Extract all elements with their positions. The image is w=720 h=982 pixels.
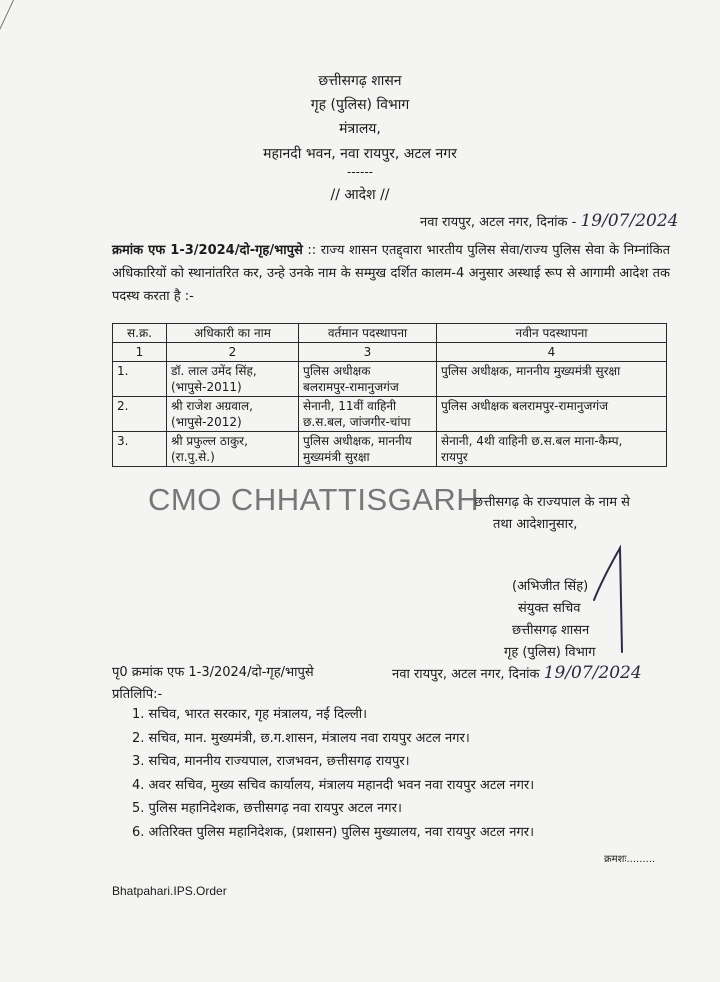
fold-mark [0,0,28,30]
table-row [113,432,667,467]
current-line: छ.स.बल, जांजगीर-चांपा [303,415,411,429]
officer-name: श्री राजेश अग्रवाल, [171,399,253,413]
endorsement-date-line [392,664,642,684]
signatory-designation: संयुक्त सचिव [518,601,581,616]
list-item: 4. अवर सचिव, मुख्य सचिव कार्यालय, मंत्रालय महानदी भवन नवा रायपुर अटल नगर। [132,777,535,793]
date-line [420,212,678,232]
row-new [437,397,667,432]
copy-list [132,703,534,844]
current-line: पुलिस अधीक्षक [303,364,371,378]
new-line: रायपुर [441,450,468,464]
continued-mark: क्रमशः......... [604,854,656,865]
table-header-row [113,324,667,343]
copy-label: प्रतिलिपि:- [112,687,163,702]
new-line: पुलिस अधीक्षक, माननीय मुख्यमंत्री सुरक्षा [441,364,621,378]
current-line: सेनानी, 11वीं वाहिनी [303,399,397,413]
order-paragraph [112,239,670,308]
row-current [299,432,437,467]
current-line: पुलिस अधीक्षक, माननीय [303,434,412,448]
row-officer [167,397,299,432]
new-line: पुलिस अधीक्षक बलरामपुर-रामानुजगंज [441,399,609,413]
row-new [437,362,667,397]
ministry: मंत्रालय, [339,121,381,137]
row-sn: 1. [113,362,167,397]
row-sn: 3. [113,432,167,467]
list-item: 2. सचिव, मान. मुख्यमंत्री, छ.ग.शासन, मंत्रालय नवा रायपुर अटल नगर। [132,730,470,746]
row-sn: 2. [113,397,167,432]
endorsement-place: नवा रायपुर, अटल नगर, दिनांक [392,667,540,682]
row-current [299,362,437,397]
officer-service: (रा.पु.से.) [171,450,215,464]
header-divider: ------ [347,165,373,179]
row-new [437,432,667,467]
table-number-row [113,343,667,362]
watermark: CMO CHHATTISGARH [148,482,480,517]
signature-icon [588,540,628,655]
officer-service: (भापुसे-2011) [171,380,242,394]
header-sn: स.क्र. [113,324,167,343]
header-officer-name: अधिकारी का नाम [167,324,299,343]
signatory-dept: गृह (पुलिस) विभाग [504,645,596,660]
table-row [113,362,667,397]
current-line: मुख्यमंत्री सुरक्षा [303,450,370,464]
col-number: 3 [299,343,437,362]
transfer-table [112,323,667,467]
list-item: 6. अतिरिक्त पुलिस महानिदेशक, (प्रशासन) पुलिस मुख्यालय, नवा रायपुर अटल नगर। [132,824,535,840]
list-item: 3. सचिव, माननीय राज्यपाल, राजभवन, छत्तीसगढ़ रायपुर। [132,754,410,769]
officer-name: डॉ. लाल उमेंद सिंह, [171,364,257,378]
row-current [299,397,437,432]
govt-name: छत्तीसगढ़ शासन [318,73,402,89]
authority-line-1: छत्तीसगढ़ के राज्यपाल के नाम से [474,495,630,510]
table-row [113,397,667,432]
row-officer [167,362,299,397]
signatory-name: (अभिजीत सिंह) [512,579,589,594]
list-item: 5. पुलिस महानिदेशक, छत्तीसगढ़ नवा रायपुर अटल नगर। [132,801,402,816]
footer-label: Bhatpahari.IPS.Order [112,884,227,898]
endorsement-ref: पृ0 क्रमांक एफ 1-3/2024/दो-गृह/भापुसे [112,665,314,680]
order-text: :: राज्य शासन एतद्द्वारा भारतीय पुलिस सेवा/राज्य पुलिस सेवा के निम्नांकित अधिकारियों को स्थानांतरित कर, उन्हे उनके नाम के सम्मुख दर्शित कालम-4 अनुसार अस्थाई रूप से आगामी आदेश तक पदस्थ करता है :- [112,243,670,304]
list-item: 1. सचिव, भारत सरकार, गृह मंत्रालय, नई दिल्ली। [132,707,368,722]
order-title: // आदेश // [330,187,390,203]
address: महानदी भवन, नवा रायपुर, अटल नगर [263,146,457,162]
current-line: बलरामपुर-रामानुजगंज [303,380,399,394]
col-number: 2 [167,343,299,362]
officer-name: श्री प्रफुल्ल ठाकुर, [171,434,248,448]
col-number: 4 [437,343,667,362]
row-officer [167,432,299,467]
handwritten-date: 19/07/2024 [580,211,679,231]
col-number: 1 [113,343,167,362]
new-line: सेनानी, 4थी वाहिनी छ.स.बल माना-कैम्प, [441,434,623,448]
header-current-posting: वर्तमान पदस्थापना [299,324,437,343]
date-label: नवा रायपुर, अटल नगर, दिनांक - [420,215,577,230]
signatory-govt: छत्तीसगढ़ शासन [512,623,590,638]
header-new-posting: नवीन पदस्थापना [437,324,667,343]
authority-line-2: तथा आदेशानुसार, [493,517,578,532]
officer-service: (भापुसे-2012) [171,415,242,429]
order-ref: क्रमांक एफ 1-3/2024/दो-गृह/भापुसे [112,243,303,258]
endorsement-handwritten-date: 19/07/2024 [543,663,642,683]
department-name: गृह (पुलिस) विभाग [310,97,410,113]
